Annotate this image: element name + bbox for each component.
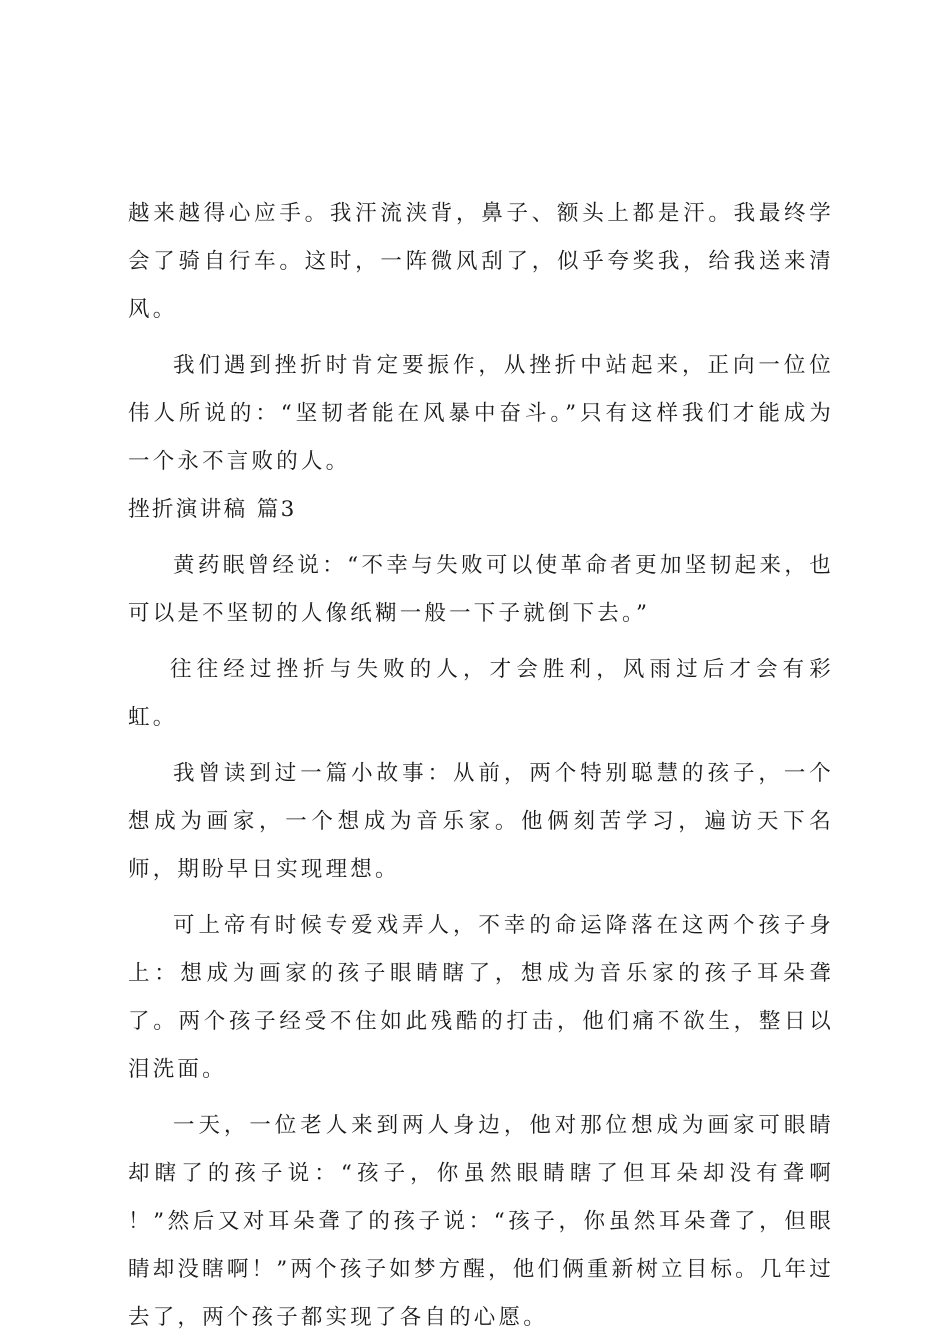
paragraph-5: 我曾读到过一篇小故事：从前，两个特别聪慧的孩子，一个想成为画家，一个想成为音乐家。他俩刻苦学习，遍访天下名师，期盼早日实现理想。: [128, 761, 834, 882]
paragraph-gap: [128, 638, 834, 646]
paragraph-gap: [128, 1094, 834, 1102]
paragraph-6: 可上帝有时候专爱戏弄人，不幸的命运降落在这两个孩子身上：想成为画家的孩子眼睛瞎了，想成为音乐家的孩子耳朵聋了。两个孩子经受不住如此残酷的打击，他们痛不欲生，整日以泪洗面。: [128, 913, 834, 1082]
paragraph-3: 黄药眠曾经说：“不幸与失败可以使革命者更加坚韧起来，也可以是不坚韧的人像纸糊一般一下子就倒下去。”: [128, 553, 834, 626]
paragraph-gap: [128, 334, 834, 342]
paragraph-4: 往往经过挫折与失败的人，才会胜利，风雨过后才会有彩虹。: [128, 657, 834, 730]
document-body: [128, 190, 834, 1342]
paragraph-gap: [128, 534, 834, 542]
paragraph-1: 越来越得心应手。我汗流浃背，鼻子、额头上都是汗。我最终学会了骑自行车。这时，一阵微风刮了，似乎夸奖我，给我送来清风。: [128, 201, 834, 322]
paragraph-2: 我们遇到挫折时肯定要振作，从挫折中站起来，正向一位位伟人所说的：“坚韧者能在风暴中奋斗。”只有这样我们才能成为一个永不言败的人。: [128, 353, 834, 474]
paragraph-7: 一天，一位老人来到两人身边，他对那位想成为画家可眼睛却瞎了的孩子说：“孩子，你虽然眼睛瞎了但耳朵却没有聋啊 ！”然后又对耳朵聋了的孩子说：“孩子，你虽然耳朵聋了，但眼睛却没瞎啊！”两个孩子如梦方醒，他们俩重新树立目标。几年过去了，两个孩子都实现了各自的心愿。: [128, 1113, 834, 1330]
paragraph-gap: [128, 742, 834, 750]
paragraph-gap: [128, 894, 834, 902]
section-heading: 挫折演讲稿 篇3: [128, 497, 297, 522]
